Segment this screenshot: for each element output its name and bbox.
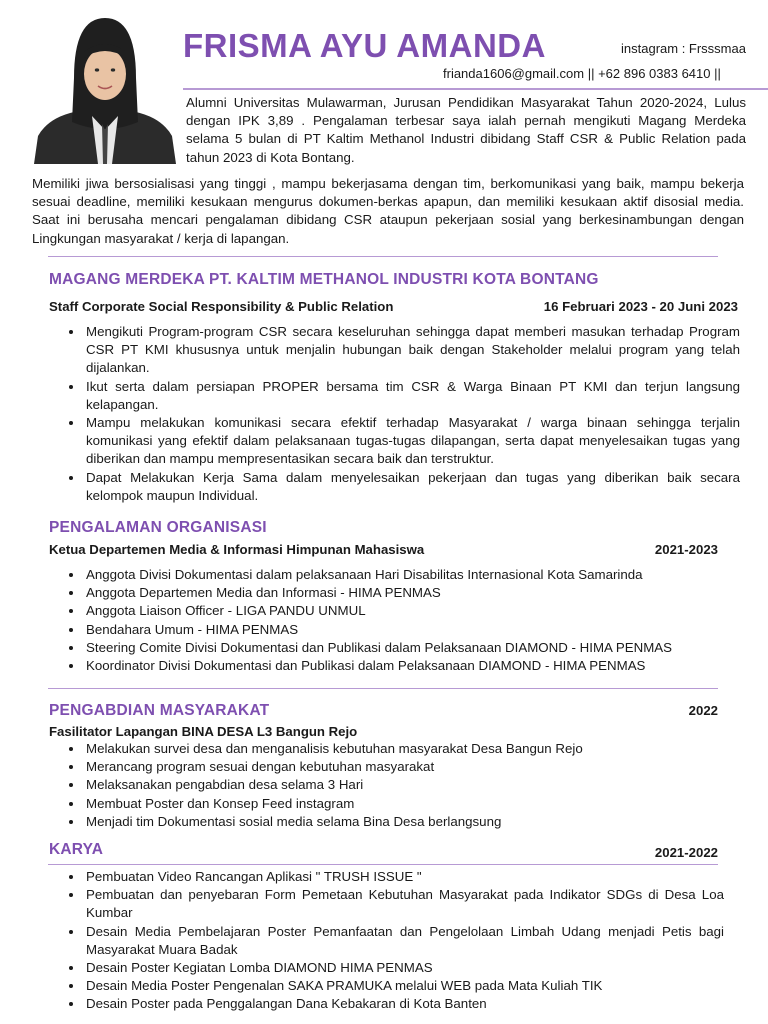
organisasi-date: 2021-2023 — [654, 542, 718, 557]
list-item: • Pembuatan dan penyebaran Form Pemetaan Kebutuhan Masyarakat pada Indikator SDGs di Desa Loa Kumbar — [84, 886, 724, 922]
section-divider — [48, 688, 718, 689]
contact-info[interactable]: frianda1606@gmail.com || +62 896 0383 6410 || — [443, 66, 721, 81]
summary-paragraph-2: Memiliki jiwa bersosialisasi yang tinggi , mampu bekerjasama dengan tim, berkomunikasi yang baik, mampu bekerja sesuai deadline, memiliki kesukaan mengurus dokumen-berkas apapun, dan memiliki kesukaan aktif disosial media. Saat ini berusaha mencari pengalaman dibidang CSR ataupun pekerjaan sosial yang berkesinambungan dengan Lingkungan masyarakat / kerja di lapangan. — [32, 176, 744, 246]
section-title-karya: KARYA — [49, 841, 104, 858]
organisasi-list — [64, 566, 754, 675]
header-divider — [183, 88, 768, 90]
list-item: • Desain Media Pembelajaran Poster Pemanfaatan dan Pengelolaan Limbah Udang menjadi Petis bagi Masyarakat Muara Badak — [84, 923, 724, 959]
section-title-organisasi: PENGALAMAN ORGANISASI — [49, 519, 267, 536]
list-item: • Menjadi tim Dokumentasi sosial media selama Bina Desa berlangsung — [84, 813, 734, 831]
section-divider — [48, 864, 718, 865]
section-title-pengabdian: PENGABDIAN MASYARAKAT — [49, 702, 270, 719]
list-item: • Anggota Liaison Officer - LIGA PANDU UNMUL — [84, 602, 754, 620]
section-divider — [48, 256, 718, 257]
list-item: • Merancang program sesuai dengan kebutuhan masyarakat — [84, 758, 734, 776]
magang-date: 16 Februari 2023 - 20 Juni 2023 — [543, 299, 738, 314]
list-item: • Membuat Poster dan Konsep Feed instagram — [84, 795, 734, 813]
list-item: • Melaksanakan pengabdian desa selama 3 Hari — [84, 776, 734, 794]
karya-list — [64, 868, 724, 1014]
pengabdian-role: Fasilitator Lapangan BINA DESA L3 Bangun Rejo — [49, 724, 358, 739]
pengabdian-list — [64, 740, 734, 831]
summary-paragraph-1: Alumni Universitas Mulawarman, Jurusan Pendidikan Masyarakat Tahun 2020-2024, Lulus dengan IPK 3,89 . Pengalaman terbesar saya ialah pernah mengikuti Magang Merdeka selama 5 bulan di PT Kaltim Methanol Industri dibidang Staff CSR & Public Relation pada tahun 2023 di Kota Bontang. — [186, 95, 746, 165]
organisasi-role: Ketua Departemen Media & Informasi Himpunan Mahasiswa — [49, 542, 425, 557]
list-item: • Koordinator Divisi Dokumentasi dan Publikasi dalam Pelaksanaan DIAMOND - HIMA PENMAS — [84, 657, 754, 675]
list-item: • Mengikuti Program-program CSR secara keseluruhan sehingga dapat memberi masukan terhadap Program CSR PT KMI khususnya untuk menjalin hubungan baik dengan Stakeholder melalui program yang telah dijalankan. — [84, 323, 740, 378]
instagram-handle[interactable]: instagram : Frsssmaa — [621, 41, 746, 56]
list-item: • Ikut serta dalam persiapan PROPER bersama tim CSR & Warga Binaan PT KMI dan terjun langsung kelapangan. — [84, 378, 740, 414]
list-item: • Melakukan survei desa dan menganalisis kebutuhan masyarakat Desa Bangun Rejo — [84, 740, 734, 758]
candidate-name: FRISMA AYU AMANDA — [183, 27, 546, 64]
list-item: • Desain Poster pada Penggalangan Dana Kebakaran di Kota Banten — [84, 995, 724, 1013]
karya-date: 2021-2022 — [654, 845, 718, 860]
section-title-magang: MAGANG MERDEKA PT. KALTIM METHANOL INDUSTRI KOTA BONTANG — [49, 271, 599, 288]
list-item: • Anggota Divisi Dokumentasi dalam pelaksanaan Hari Disabilitas Internasional Kota Samarinda — [84, 566, 754, 584]
list-item: • Dapat Melakukan Kerja Sama dalam menyelesaikan pekerjaan dan tugas yang diberikan baik secara kelompok maupun Individual. — [84, 469, 740, 505]
list-item: • Desain Poster Kegiatan Lomba DIAMOND HIMA PENMAS — [84, 959, 724, 977]
magang-list — [64, 323, 740, 505]
list-item: • Desain Media Poster Pengenalan SAKA PRAMUKA melalui WEB pada Mata Kuliah TIK — [84, 977, 724, 995]
list-item: • Steering Comite Divisi Dokumentasi dan Publikasi dalam Pelaksanaan DIAMOND - HIMA PENMAS — [84, 639, 754, 657]
magang-role: Staff Corporate Social Responsibility & Public Relation — [49, 299, 394, 314]
pengabdian-date: 2022 — [688, 703, 718, 718]
profile-photo — [34, 18, 176, 164]
list-item: • Mampu melakukan komunikasi secara efektif terhadap Masyarakat / warga binaan sehingga terjalin komunikasi yang efektif dalam pelaksanaan tugas-tugas dilapangan, serta dapat menyelesaikan tugas yang diberikan dan mampu mempresentasikan secara baik dan terstruktur. — [84, 414, 740, 469]
list-item: • Pembuatan Video Rancangan Aplikasi " TRUSH ISSUE " — [84, 868, 724, 886]
list-item: • Anggota Departemen Media dan Informasi - HIMA PENMAS — [84, 584, 754, 602]
list-item: • Bendahara Umum - HIMA PENMAS — [84, 621, 754, 639]
